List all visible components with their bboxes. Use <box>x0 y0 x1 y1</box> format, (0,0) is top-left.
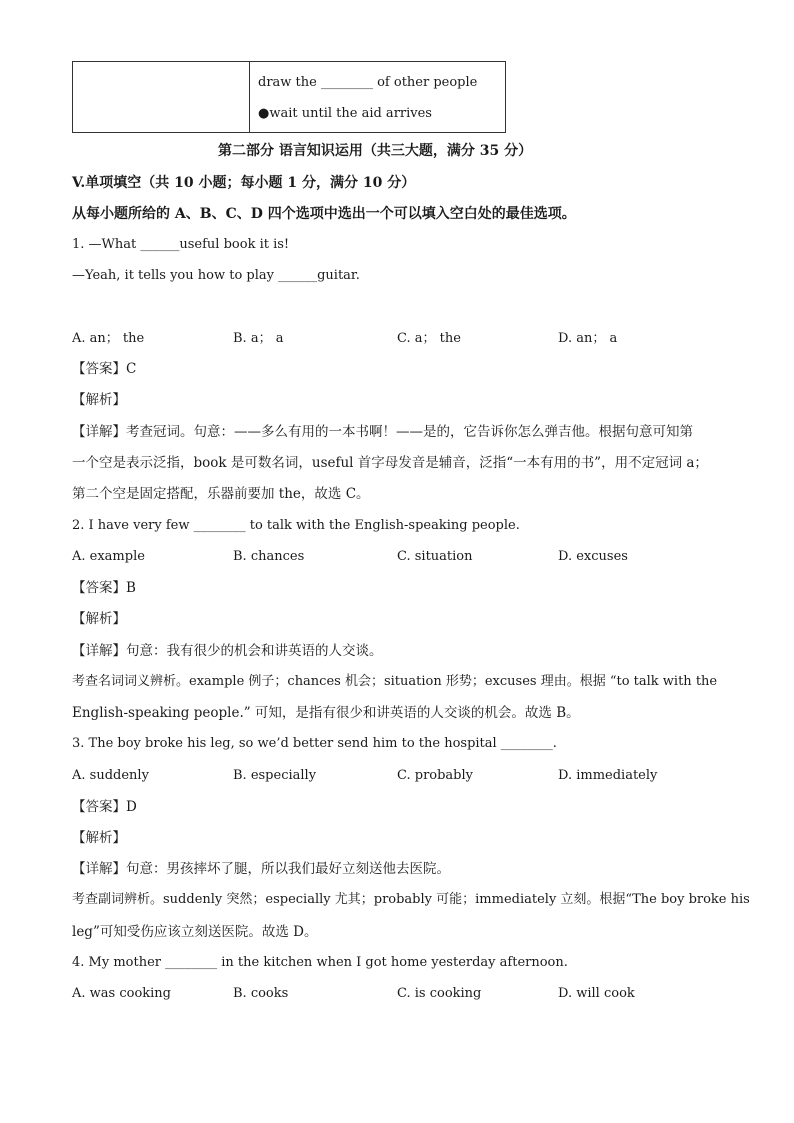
q1-option-c: C. a； the <box>397 331 461 346</box>
q3-option-a: A. suddenly <box>72 768 149 783</box>
q4-option-d: D. will cook <box>558 986 635 1001</box>
q4-option-a: A. was cooking <box>72 986 171 1001</box>
q3-detail-line-2: 考查副词辨析。suddenly 突然；especially 尤其；probably 可能；immediately 立刻。根据“The boy broke his <box>72 892 750 907</box>
q2-detail-line-1: 【详解】句意：我有很少的机会和讲英语的人交谈。 <box>72 643 383 659</box>
q3-option-b: B. especially <box>233 768 317 783</box>
q2-option-d: D. excuses <box>558 549 628 564</box>
q1-stem-line-2: —Yeah, it tells you how to play ______guitar. <box>72 268 360 283</box>
q3-option-d: D. immediately <box>558 768 658 783</box>
part-title: 第二部分 语言知识运用（共三大题，满分 35 分） <box>218 143 533 159</box>
q1-detail-line-2: 一个空是表示泛指，book 是可数名词，useful 首字母发音是辅音，泛指“一本有用的书”，用不定冠词 a； <box>72 455 708 471</box>
q2-detail-line-3: English-speaking people.” 可知，是指有很少和讲英语的人交谈的机会。故选 B。 <box>72 705 580 721</box>
q2-option-b: B. chances <box>233 549 305 564</box>
q2-option-c: C. situation <box>397 549 473 564</box>
q3-answer: 【答案】D <box>72 799 137 815</box>
q1-option-d: D. an； a <box>558 331 618 346</box>
q1-detail-line-1: 【详解】考查冠词。句意：——多么有用的一本书啊！——是的，它告诉你怎么弹吉他。根据句意可知第 <box>72 424 693 440</box>
q4-option-b: B. cooks <box>233 986 289 1001</box>
section-title: V.单项填空（共 10 小题；每小题 1 分，满分 10 分） <box>72 175 416 191</box>
q3-stem: 3. The boy broke his leg, so we’d better send him to the hospital ________. <box>72 736 557 751</box>
q2-detail-line-2: 考查名词词义辨析。example 例子；chances 机会；situation 形势；excuses 理由。根据 “to talk with the <box>72 674 718 689</box>
q2-answer: 【答案】B <box>72 580 136 596</box>
q1-stem-line-1: 1. —What ______useful book it is! <box>72 237 290 252</box>
q4-stem: 4. My mother ________ in the kitchen when I got home yesterday afternoon. <box>72 955 568 970</box>
q1-answer: 【答案】C <box>72 361 137 377</box>
table-divider <box>249 62 250 132</box>
q1-detail-line-3: 第二个空是固定搭配，乐器前要加 the，故选 C。 <box>72 486 370 502</box>
table-line-2: ●wait until the aid arrives <box>258 106 432 121</box>
q3-analysis-label: 【解析】 <box>72 830 126 846</box>
q2-option-a: A. example <box>72 549 145 564</box>
q3-option-c: C. probably <box>397 768 474 783</box>
table-line-1: draw the ________ of other people <box>258 75 478 90</box>
table-fragment <box>72 61 506 133</box>
q1-analysis-label: 【解析】 <box>72 392 126 408</box>
q4-option-c: C. is cooking <box>397 986 482 1001</box>
q2-analysis-label: 【解析】 <box>72 611 126 627</box>
q1-option-a: A. an； the <box>72 331 145 346</box>
q3-detail-line-3: leg”可知受伤应该立刻送医院。故选 D。 <box>72 924 318 940</box>
q1-option-b: B. a； a <box>233 331 284 346</box>
instruction: 从每小题所给的 A、B、C、D 四个选项中选出一个可以填入空白处的最佳选项。 <box>72 206 576 222</box>
q2-stem: 2. I have very few ________ to talk with the English-speaking people. <box>72 518 520 533</box>
q3-detail-line-1: 【详解】句意：男孩摔坏了腿，所以我们最好立刻送他去医院。 <box>72 861 450 877</box>
